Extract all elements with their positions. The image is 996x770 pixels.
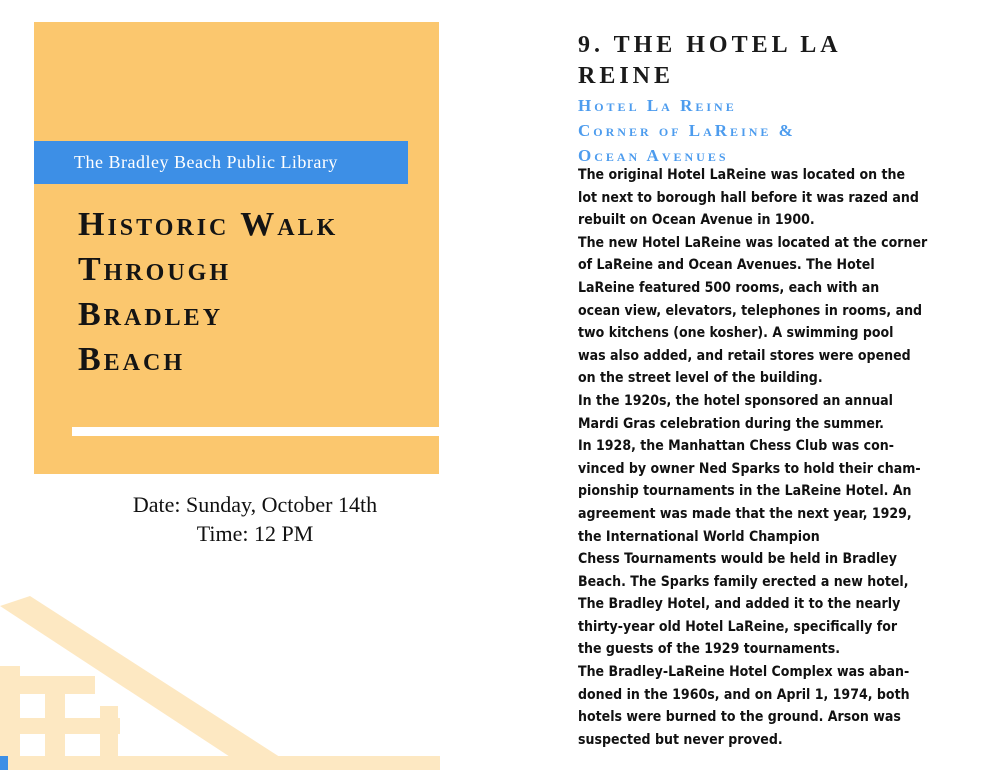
description-line: LaReine featured 500 rooms, each with an xyxy=(578,279,880,296)
description-line: two kitchens (one kosher). A swimming pool xyxy=(578,325,894,342)
site-subtitle-line: Hotel La Reine xyxy=(578,96,737,115)
description-line: rebuilt on Ocean Avenue in 1900. xyxy=(578,212,815,229)
library-name-banner xyxy=(34,141,408,184)
site-subtitle xyxy=(578,93,978,168)
description-line: pionship tournaments in the LaReine Hotel. An xyxy=(578,483,912,500)
description-line: on the street level of the building. xyxy=(578,370,823,387)
site-title-line: REINE xyxy=(578,63,675,89)
description-line: the guests of the 1929 tournaments. xyxy=(578,641,840,658)
description-line: The new Hotel LaReine was located at the corner xyxy=(578,234,928,251)
library-name: The Bradley Beach Public Library xyxy=(74,152,338,172)
description-line: Beach. The Sparks family erected a new hotel, xyxy=(578,573,909,590)
description-line: thirty-year old Hotel LaReine, specifically for xyxy=(578,618,898,635)
description-line: The original Hotel LaReine was located on the xyxy=(578,167,906,183)
cover-title-line: Beach xyxy=(78,341,186,378)
site-subtitle-line: Ocean Avenues xyxy=(578,146,729,165)
cover-title-line: Through xyxy=(78,251,232,288)
description-line: agreement was made that the next year, 1929, xyxy=(578,505,912,522)
description-line: vinced by owner Ned Sparks to hold their cham- xyxy=(578,460,921,477)
decorative-house-graphic xyxy=(0,596,440,770)
description-line: doned in the 1960s, and on April 1, 1974, both xyxy=(578,686,910,703)
description-line: Chess Tournaments would be held in Bradley xyxy=(578,551,897,568)
description-line: The Bradley Hotel, and added it to the nearly xyxy=(578,596,901,613)
description-line: ocean view, elevators, telephones in rooms, and xyxy=(578,302,923,319)
description-line: hotels were burned to the ground. Arson was xyxy=(578,709,901,726)
cover-panel xyxy=(34,22,439,474)
event-info xyxy=(34,490,476,548)
corner-accent xyxy=(0,756,8,770)
event-date: Date: Sunday, October 14th xyxy=(132,492,378,517)
description-line: the International World Champion xyxy=(578,528,820,545)
site-title-line: 9. THE HOTEL LA xyxy=(578,32,842,58)
description-line: of LaReine and Ocean Avenues. The Hotel xyxy=(578,257,875,274)
description-line: In 1928, the Manhattan Chess Club was con- xyxy=(578,438,894,455)
cover-title-line: Bradley xyxy=(78,296,224,333)
site-entry xyxy=(578,30,978,751)
description-line: lot next to borough hall before it was razed and xyxy=(578,189,919,206)
cover-title-line: Historic Walk xyxy=(78,206,339,243)
cover-divider xyxy=(72,427,439,436)
description-line: In the 1920s, the hotel sponsored an annual xyxy=(578,392,893,409)
description-line: suspected but never proved. xyxy=(578,731,783,748)
description-line: was also added, and retail stores were opened xyxy=(578,347,911,364)
site-subtitle-line: Corner of LaReine & xyxy=(578,121,796,140)
description-line: Mardi Gras celebration during the summer. xyxy=(578,415,884,432)
site-title xyxy=(578,30,978,92)
cover-title xyxy=(78,202,438,382)
event-time: Time: 12 PM xyxy=(196,521,314,546)
description-line: The Bradley-LaReine Hotel Complex was aban- xyxy=(578,664,910,681)
site-description xyxy=(578,164,978,751)
